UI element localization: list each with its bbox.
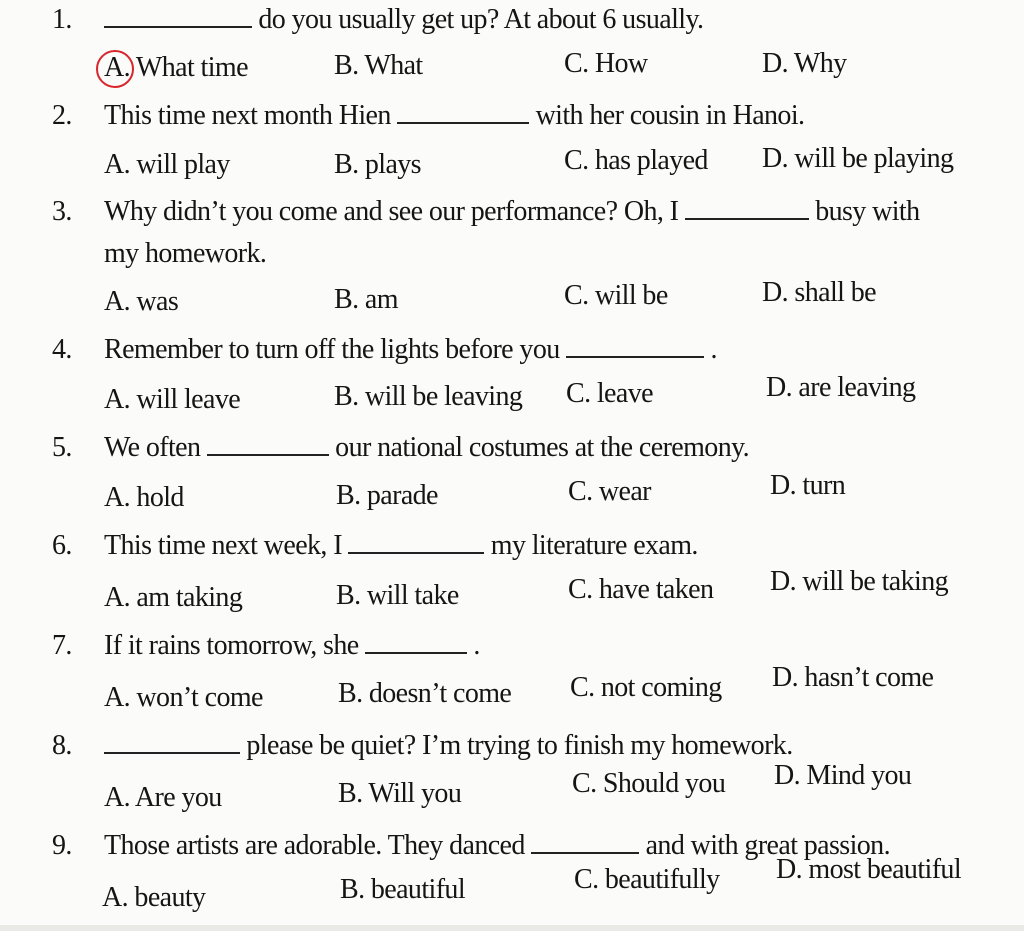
option-c[interactable]: C. wear [568,476,651,507]
stem-after-blank: my literature exam. [490,530,698,561]
question-number: 4. [52,334,72,365]
stem-after-blank: with her cousin in Hanoi. [535,100,805,131]
question-number: 2. [52,100,72,131]
question-stem [104,428,749,468]
question-number: 5. [52,432,72,463]
stem-after-blank: and with great passion. [645,830,890,861]
option-d[interactable]: D. will be taking [770,566,948,597]
question-stem [104,0,703,40]
question-stem [104,626,480,666]
stem-continuation: my homework. [104,238,267,269]
option-b[interactable]: B. parade [336,480,438,511]
stem-before-blank: If it rains tomorrow, she [104,630,359,661]
answer-blank[interactable] [566,330,704,358]
option-c[interactable]: C. beautifully [574,864,720,895]
option-c[interactable]: C. have taken [568,574,714,605]
option-d[interactable]: D. hasn’t come [772,662,934,693]
answer-blank[interactable] [207,428,329,456]
option-c[interactable]: C. has played [564,145,708,176]
stem-before-blank: Remember to turn off the lights before you [104,334,560,365]
option-b[interactable]: B. am [334,284,398,315]
option-a[interactable]: A. am taking [104,582,243,613]
option-a[interactable]: A. will play [104,149,230,180]
question-number: 9. [52,830,72,861]
stem-after-blank: our national costumes at the ceremony. [335,432,750,463]
option-a[interactable]: A. Are you [104,782,222,813]
question-number: 1. [52,4,72,35]
question-number: 6. [52,530,72,561]
option-c[interactable]: C. leave [566,378,653,409]
option-b[interactable]: B. What [334,50,423,81]
stem-before-blank: Those artists are adorable. They danced [104,830,525,861]
option-b[interactable]: B. plays [334,149,421,180]
question-stem [104,826,890,866]
option-a[interactable]: A. will leave [104,384,241,415]
question-stem [104,330,717,370]
answer-blank[interactable] [365,626,467,654]
option-c[interactable]: C. will be [564,280,668,311]
stem-after-blank: busy with [815,196,920,227]
option-b[interactable]: B. Will you [338,778,462,809]
stem-after-blank: . [473,630,480,661]
stem-after-blank: do you usually get up? At about 6 usually. [258,4,704,35]
page-bottom-edge [0,925,1024,931]
option-b[interactable]: B. will be leaving [334,381,523,412]
option-b[interactable]: B. beautiful [340,874,465,905]
option-d[interactable]: D. most beautiful [776,854,961,885]
option-d[interactable]: D. turn [770,470,846,501]
answer-blank[interactable] [104,726,240,754]
stem-after-blank: . [710,334,717,365]
question-stem [104,96,804,136]
option-d[interactable]: D. Why [762,48,847,79]
answer-blank[interactable] [397,96,529,124]
answer-blank[interactable] [531,826,639,854]
answer-blank[interactable] [685,192,809,220]
question-stem [104,726,793,766]
question-number: 7. [52,630,72,661]
stem-before-blank: This time next week, I [104,530,342,561]
question-number: 8. [52,730,72,761]
option-d[interactable]: D. are leaving [766,372,916,403]
question-stem [104,192,919,232]
option-a[interactable]: A. What time [104,52,248,83]
stem-before-blank: Why didn’t you come and see our performance? Oh, I [104,196,679,227]
option-a[interactable]: A. was [104,286,179,317]
option-d[interactable]: D. shall be [762,277,876,308]
option-a[interactable]: A. beauty [102,882,206,913]
answer-blank[interactable] [104,0,252,28]
option-d[interactable]: D. will be playing [762,143,954,174]
stem-after-blank: please be quiet? I’m trying to finish my homework. [246,730,793,761]
question-number: 3. [52,196,72,227]
stem-before-blank: This time next month Hien [104,100,391,131]
question-stem [104,526,698,566]
option-a[interactable]: A. hold [104,482,184,513]
option-c[interactable]: C. not coming [570,672,722,703]
option-c[interactable]: C. Should you [572,768,726,799]
option-a[interactable]: A. won’t come [104,682,263,713]
option-b[interactable]: B. doesn’t come [338,678,512,709]
option-c[interactable]: C. How [564,48,648,79]
option-b[interactable]: B. will take [336,580,459,611]
answer-blank[interactable] [348,526,484,554]
option-d[interactable]: D. Mind you [774,760,912,791]
stem-before-blank: We often [104,432,201,463]
